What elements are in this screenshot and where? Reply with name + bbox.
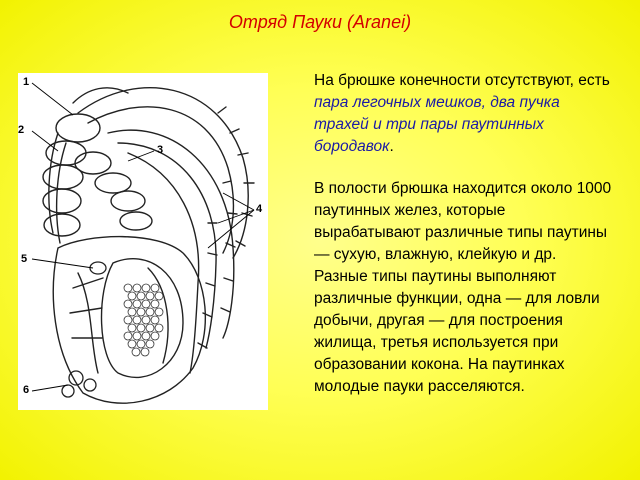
spider-anatomy-illustration (18, 73, 268, 410)
highlight-respiratory-spinnerets: пара легочных мешков, два пучка трахей и три пары паутинных бородавок (314, 94, 560, 155)
paragraph1-end: . (389, 138, 394, 155)
figure-label-5: 5 (21, 253, 28, 265)
paragraph-silk-glands: В полости брюшка находится около 1000 паутинных желез, которые вырабатывают различные типы паутины — сухую, влажную, клейкую и др. Разные типы паутины выполняют различные функции, одна — для ловли добычи, другая — для построения жилища, третья используется при образовании кокона. На паутинках молодые пауки расселяются. (314, 180, 612, 395)
figure-label-2: 2 (18, 124, 25, 136)
paragraph1-text: На брюшке конечности отсутствуют, есть (314, 72, 610, 89)
slide-title: Отряд Пауки (Aranei) (228, 12, 412, 32)
figure-label-4: 4 (256, 203, 263, 215)
paragraph-abdomen-organs (314, 70, 614, 158)
figure-label-1: 1 (23, 76, 30, 88)
figure-label-3: 3 (157, 144, 164, 156)
figure-label-6: 6 (23, 384, 30, 396)
spider-drawing (18, 73, 268, 410)
